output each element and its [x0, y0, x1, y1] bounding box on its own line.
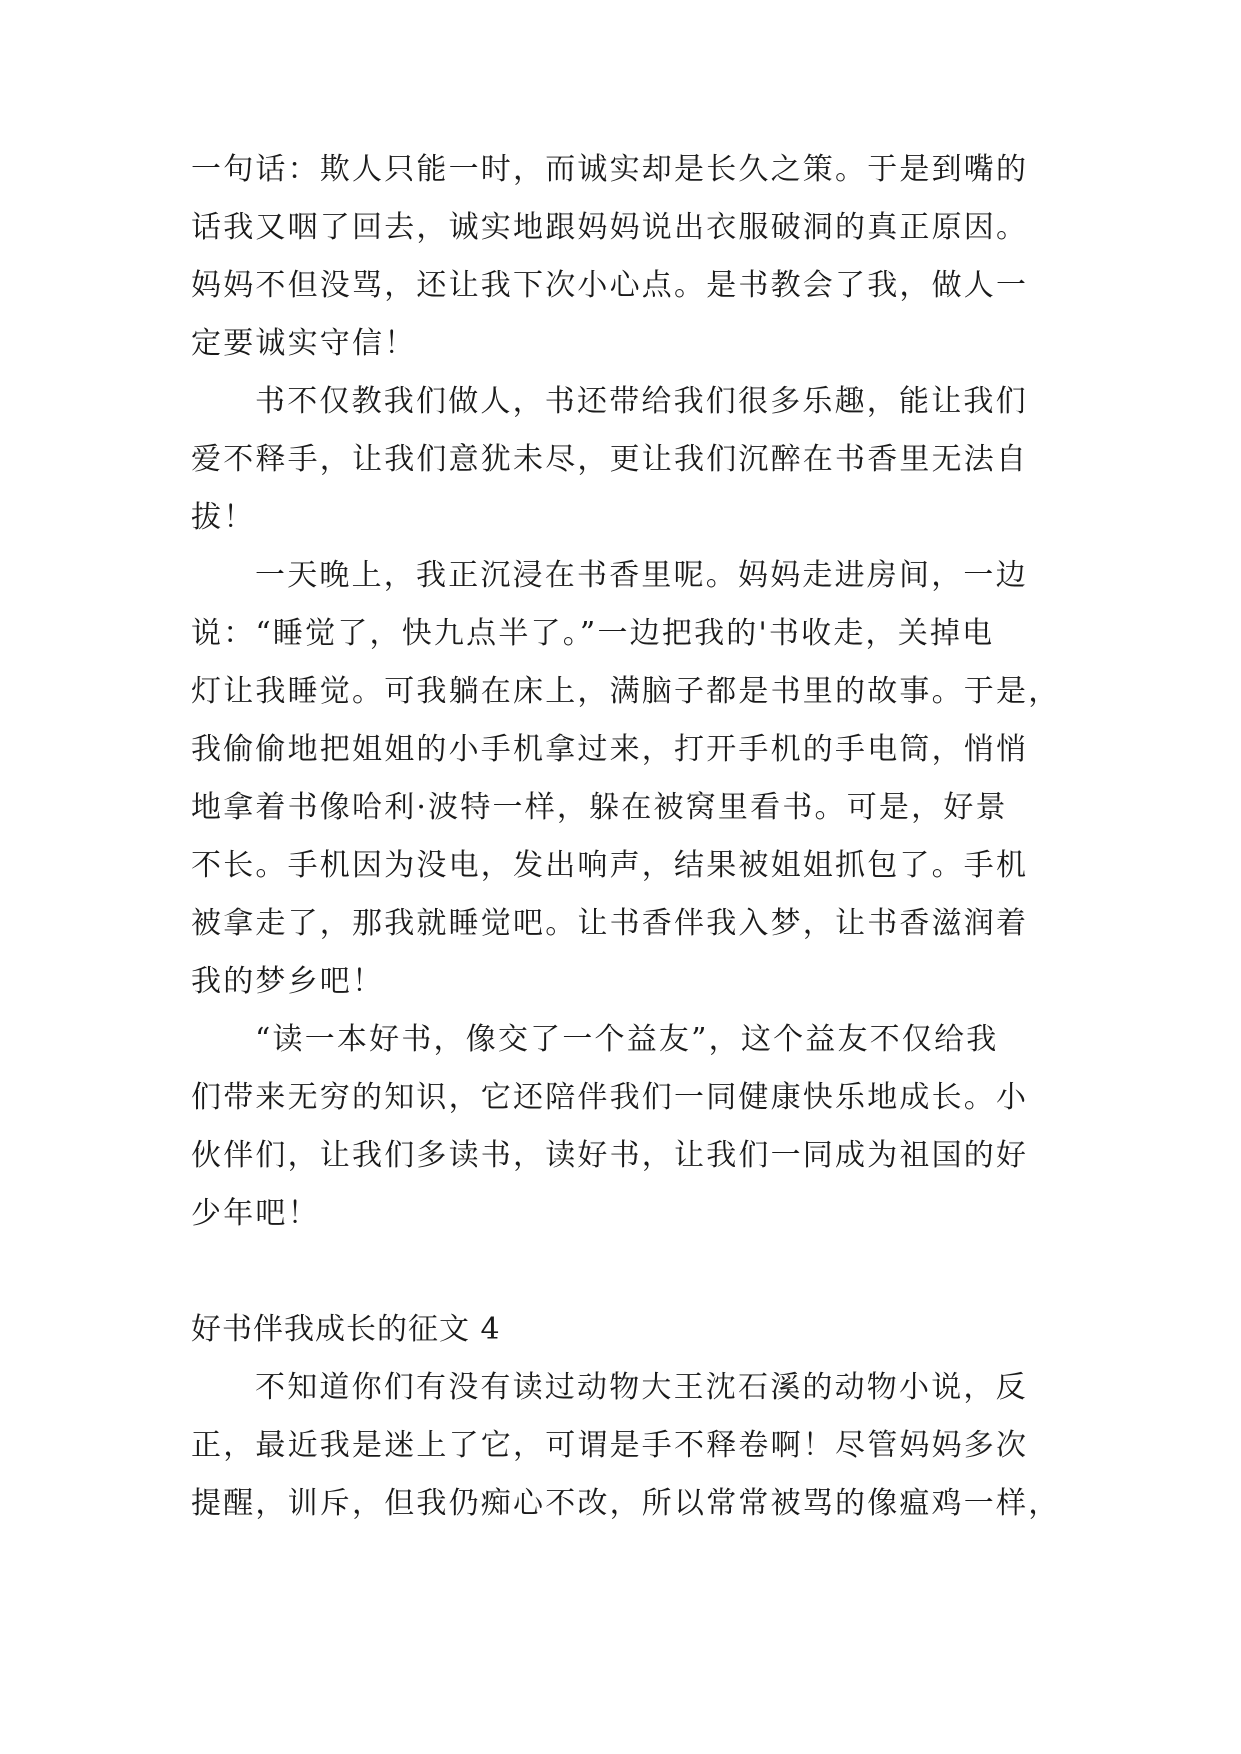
paragraph-2-line-1: 书不仅教我们做人，书还带给我们很多乐趣，能让我们	[255, 384, 1028, 419]
paragraph-1-line-1: 一句话：欺人只能一时，而诚实却是长久之策。于是到嘴的	[191, 152, 1029, 187]
paragraph-4-line-3: 伙伴们，让我们多读书，读好书，让我们一同成为祖国的好	[191, 1138, 1029, 1173]
paragraph-5-line-1: 不知道你们有没有读过动物大王沈石溪的动物小说，反	[255, 1370, 1028, 1405]
paragraph-3-line-4: 我偷偷地把姐姐的小手机拿过来，打开手机的手电筒，悄悄	[191, 732, 1029, 767]
paragraph-3-line-7: 被拿走了，那我就睡觉吧。让书香伴我入梦，让书香滋润着	[191, 906, 1029, 941]
paragraph-1-line-3: 妈妈不但没骂，还让我下次小心点。是书教会了我，做人一	[191, 268, 1029, 303]
paragraph-2-line-3: 拔！	[191, 500, 256, 535]
paragraph-1-line-4: 定要诚实守信！	[191, 326, 417, 361]
paragraph-4-line-4: 少年吧！	[191, 1196, 320, 1231]
paragraph-3-line-5: 地拿着书像哈利·波特一样，躲在被窝里看书。可是，好景	[191, 790, 1008, 825]
paragraph-5-line-2: 正，最近我是迷上了它，可谓是手不释卷啊！尽管妈妈多次	[191, 1428, 1029, 1463]
paragraph-2-line-2: 爱不释手，让我们意犹未尽，更让我们沉醉在书香里无法自	[191, 442, 1029, 477]
paragraph-1-line-2: 话我又咽了回去，诚实地跟妈妈说出衣服破洞的真正原因。	[191, 210, 1029, 245]
paragraph-3-line-3: 灯让我睡觉。可我躺在床上，满脑子都是书里的故事。于是，	[191, 674, 1061, 709]
paragraph-3-line-2: 说：“睡觉了，快九点半了。”一边把我的'书收走，关掉电	[191, 616, 995, 651]
paragraph-4-line-1: “读一本好书，像交了一个益友”，这个益友不仅给我	[255, 1022, 999, 1057]
paragraph-5-line-3: 提醒，训斥，但我仍痴心不改，所以常常被骂的像瘟鸡一样，	[191, 1486, 1061, 1521]
paragraph-3-line-6: 不长。手机因为没电，发出响声，结果被姐姐抓包了。手机	[191, 848, 1029, 883]
section-heading: 好书伴我成长的征文 4	[191, 1312, 501, 1347]
paragraph-3-line-8: 我的梦乡吧！	[191, 964, 385, 999]
paragraph-3-line-1: 一天晚上，我正沉浸在书香里呢。妈妈走进房间，一边	[255, 558, 1028, 593]
paragraph-4-line-2: 们带来无穷的知识，它还陪伴我们一同健康快乐地成长。小	[191, 1080, 1029, 1115]
